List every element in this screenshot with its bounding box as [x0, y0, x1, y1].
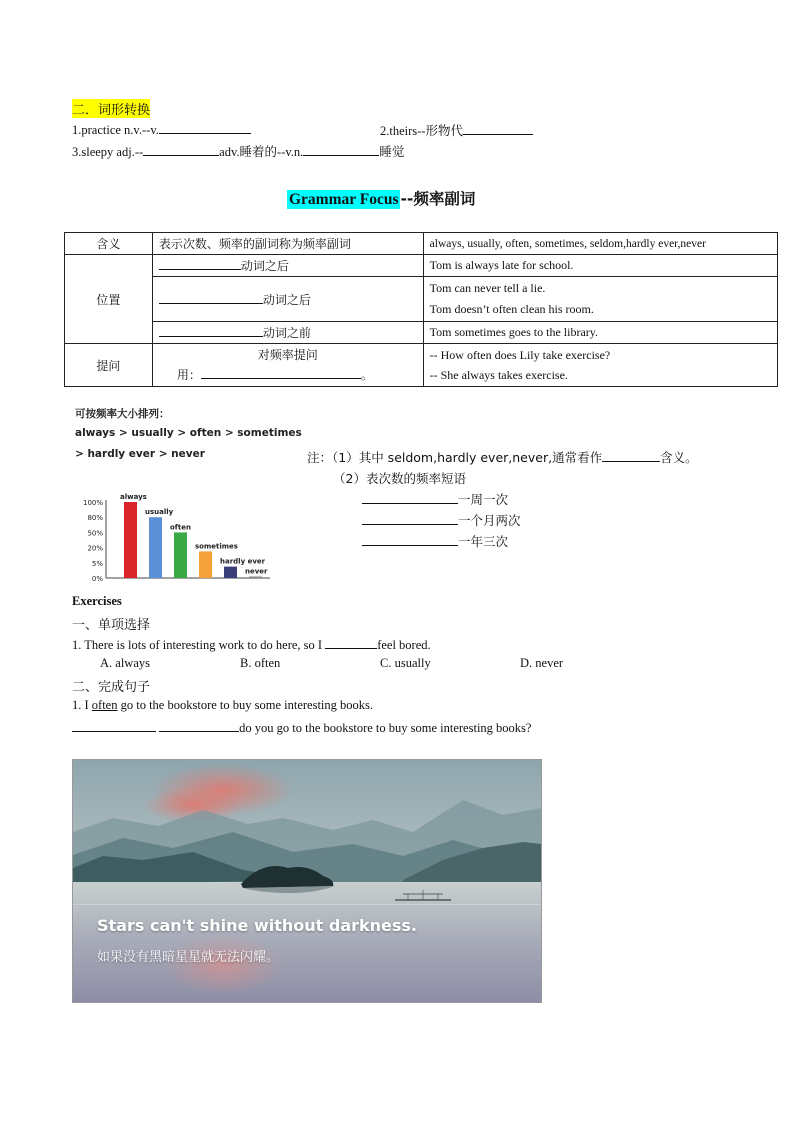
- exercises-heading: Exercises: [72, 594, 122, 608]
- phrase-2: 一个月两次: [362, 511, 521, 529]
- bar-usually: [149, 517, 162, 578]
- answer-blank: [159, 121, 251, 134]
- bar-label: sometimes: [195, 542, 238, 551]
- order-caption: 可按频率大小排列：: [75, 408, 170, 420]
- bar-sometimes: [199, 551, 212, 578]
- y-tick-label: 50%: [87, 529, 103, 538]
- word-form-item-3: 3.sleepy adj.-- adv.睡着的--v.n. 睡觉: [72, 144, 405, 159]
- option-a: A. always: [100, 656, 150, 670]
- answer-blank: [143, 143, 219, 156]
- table-row: [65, 277, 778, 322]
- sentence-2: do you go to the bookstore to buy some interesting books?: [72, 719, 531, 736]
- note-1: 注：（1）其中 seldom,hardly ever,never,通常看作 含义。: [307, 450, 698, 465]
- answer-blank: [602, 449, 660, 462]
- bar-label: usually: [145, 508, 174, 517]
- frequency-adverb-table: [64, 232, 778, 387]
- table-cell: 动词之后: [152, 277, 423, 322]
- table-cell: -- How often does Lily take exercise? -- She always takes exercise.: [423, 344, 777, 387]
- table-cell: 位置: [65, 255, 153, 344]
- table-cell: Tom can never tell a lie. Tom doesn’t often clean his room.: [423, 277, 777, 322]
- bar-always: [124, 502, 137, 578]
- bar-label: always: [120, 493, 147, 501]
- option-c: C. usually: [380, 656, 431, 670]
- table-cell: 对频率提问 用： 。: [152, 344, 423, 387]
- word-form-item-2: 2.theirs--形物代: [380, 121, 533, 139]
- answer-blank: [159, 719, 239, 732]
- table-cell: 含义: [65, 233, 153, 255]
- answer-blank: [201, 366, 361, 379]
- y-tick-label: 0%: [91, 575, 103, 583]
- table-cell: 提问: [65, 344, 153, 387]
- sentence-1: 1. I often go to the bookstore to buy some interesting books.: [72, 698, 374, 712]
- bar-label: hardly ever: [220, 557, 266, 566]
- question-1: 1. There is lots of interesting work to do here, so I feel bored.: [72, 638, 431, 652]
- y-tick-label: 100%: [82, 499, 103, 507]
- table-cell: 表示次数、频率的副词称为频率副词: [152, 233, 423, 255]
- answer-blank: [362, 512, 458, 525]
- y-tick-label: 80%: [87, 514, 103, 523]
- table-row: [65, 255, 778, 277]
- table-cell: always, usually, often, sometimes, seldom,hardly ever,never: [423, 233, 777, 255]
- note-2: （2）表次数的频率短语: [333, 471, 466, 486]
- frequency-bar-chart: [78, 482, 274, 584]
- table-cell: Tom is always late for school.: [423, 255, 777, 277]
- answer-blank: [362, 491, 458, 504]
- lake-landscape-image: [73, 760, 541, 1002]
- order-line-1: always > usually > often > sometimes: [75, 427, 302, 439]
- option-d: D. never: [520, 656, 564, 670]
- landscape-photo: [72, 759, 542, 1003]
- table-row: [65, 233, 778, 255]
- quote-chinese: 如果没有黑暗星星就无法闪耀。: [97, 950, 280, 965]
- answer-blank: [325, 636, 377, 649]
- quote-english: Stars can't shine without darkness.: [97, 916, 418, 935]
- table-row: [65, 344, 778, 387]
- option-b: B. often: [240, 656, 281, 670]
- y-tick-label: 5%: [91, 559, 103, 568]
- section-heading: 二．词形转换: [72, 99, 150, 118]
- bar-often: [174, 532, 187, 578]
- table-row: [65, 322, 778, 344]
- order-line-2: > hardly ever > never: [75, 448, 205, 460]
- word-form-item-1: 1.practice n.v.--v.: [72, 121, 251, 138]
- table-cell: 动词之后: [152, 255, 423, 277]
- exercise-part-1: 一、单项选择: [72, 618, 151, 633]
- bar-label: never: [245, 567, 268, 576]
- grammar-focus-title: Grammar Focus --频率副词: [289, 190, 476, 208]
- answer-blank: [159, 324, 263, 337]
- table-cell: 动词之前: [152, 322, 423, 344]
- answer-blank: [463, 122, 533, 135]
- answer-blank: [159, 257, 241, 270]
- bar-hardly-ever: [224, 567, 237, 578]
- bar-never: [249, 576, 262, 578]
- answer-blank: [362, 533, 458, 546]
- y-tick-label: 20%: [87, 544, 103, 553]
- answer-blank: [72, 719, 156, 732]
- table-cell: Tom sometimes goes to the library.: [423, 322, 777, 344]
- phrase-1: 一周一次: [362, 490, 508, 508]
- answer-blank: [303, 143, 379, 156]
- bar-label: often: [170, 523, 191, 532]
- answer-blank: [159, 291, 263, 304]
- exercise-part-2: 二、完成句子: [72, 680, 151, 695]
- phrase-3: 一年三次: [362, 532, 508, 550]
